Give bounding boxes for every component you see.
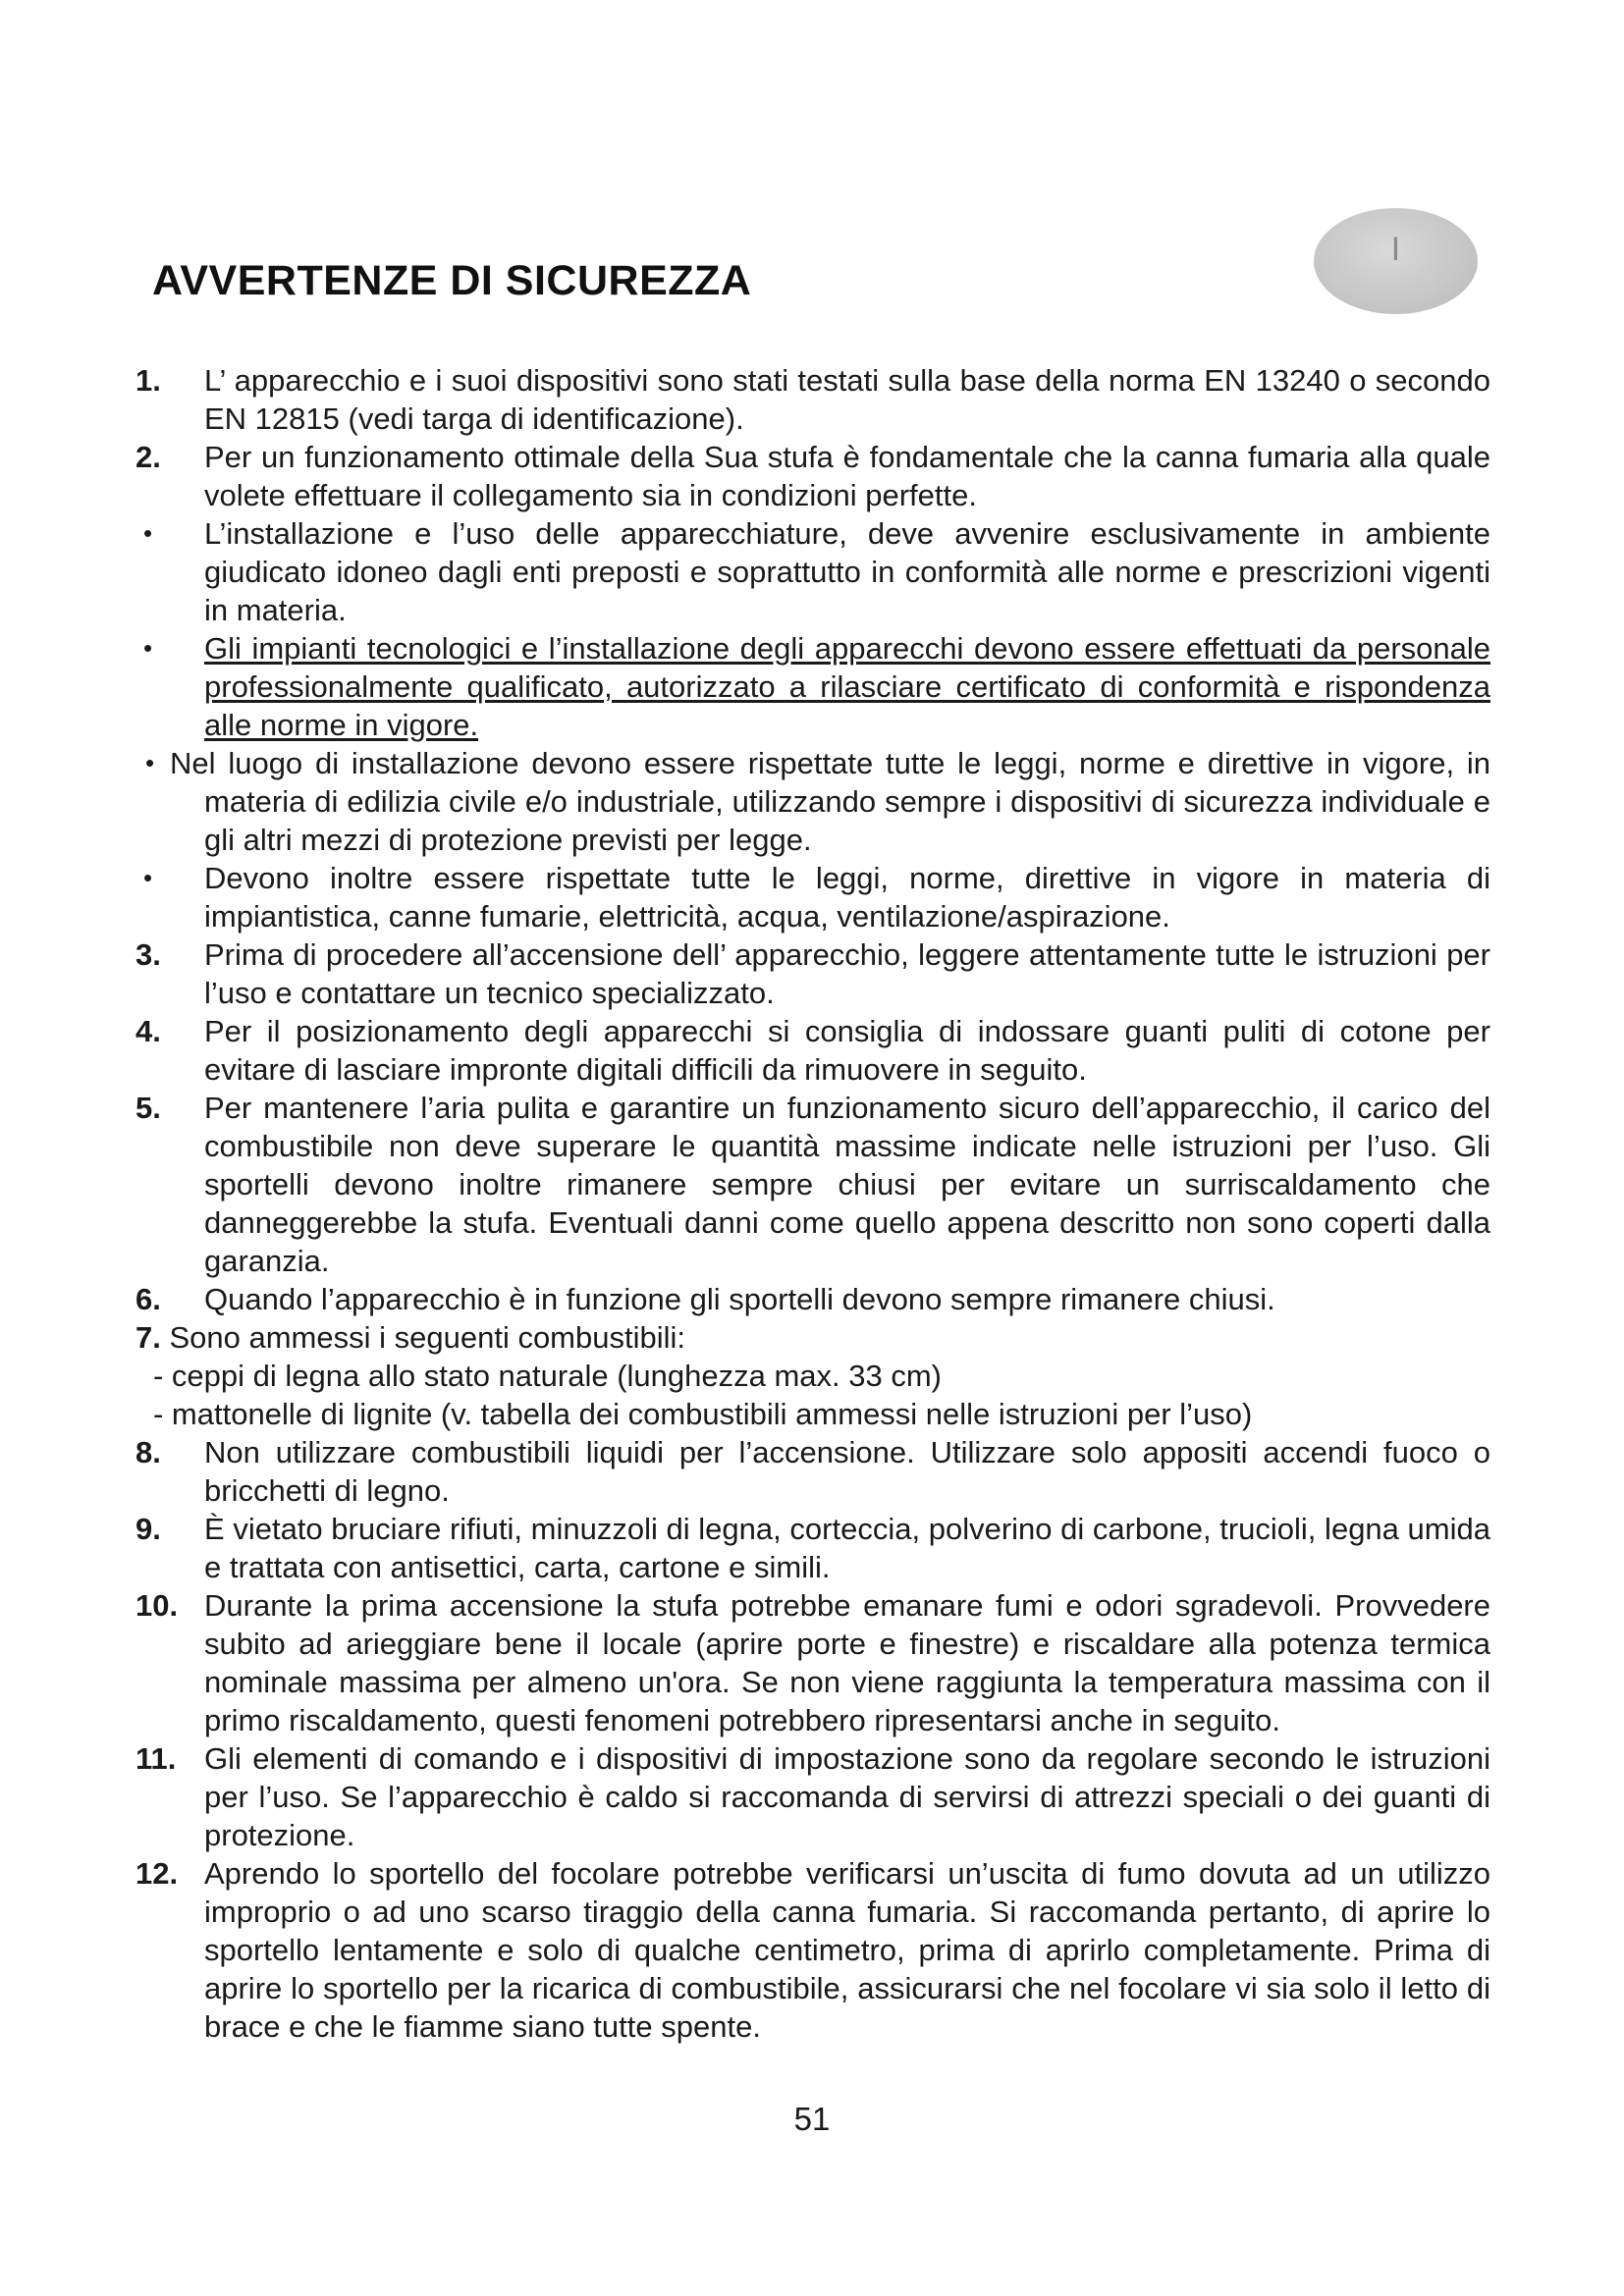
list-item-2 [135,438,1490,514]
list-item-6 [135,1280,1490,1318]
language-badge [1314,208,1478,314]
item-text: Non utilizzare combustibili liquidi per l’accensione. Utilizzare solo appositi accendi fuoco o bricchetti di legno. [204,1435,1490,1508]
list-item-4 [135,1012,1490,1089]
bullet-item-laws [135,744,1490,859]
item-text: Devono inoltre essere rispettate tutte le leggi, norme, direttive in vigore in materia di impiantistica, canne fumarie, elettricità, acqua, ventilazione/aspirazione. [204,861,1490,934]
bullet-marker: • [143,518,153,548]
item-text: Per il posizionamento degli apparecchi si consiglia di indossare guanti puliti di cotone per evitare di lasciare impronte digitali difficili da rimuovere in seguito. [204,1014,1490,1087]
list-item-9 [135,1510,1490,1586]
item-marker: 9. [135,1512,161,1546]
item-marker: 12. [135,1856,179,1891]
item-text: Gli elementi di comando e i dispositivi di impostazione sono da regolare secondo le istruzioni per l’uso. Se l’apparecchio è caldo si raccomanda di servirsi di attrezzi speciali o dei guanti di protezione. [204,1741,1490,1852]
bullet-item-qualified-personnel [135,629,1490,744]
list-item-11 [135,1739,1490,1854]
item-text: Prima di procedere all’accensione dell’ apparecchio, leggere attentamente tutte le istruzioni per l’uso e contattare un tecnico specializzato. [204,937,1490,1010]
item-marker: 4. [135,1014,161,1048]
bullet-marker: • [145,748,155,777]
list-item-3 [135,935,1490,1012]
bullet-marker: • [143,633,153,663]
list-item-1 [135,361,1490,438]
item-marker: 6. [135,1282,161,1316]
item-marker: 7. [135,1320,161,1355]
bullet-marker: • [143,863,153,892]
item-text: Nel luogo di installazione devono essere rispettate tutte le leggi, norme e direttive in vigore, in materia di edilizia civile e/o industriale, utilizzando sempre i dispositivi di sicurezza individuale e gli altri mezzi di protezione previsti per legge. [170,746,1490,857]
item-text: Quando l’apparecchio è in funzione gli sportelli devono sempre rimanere chiusi. [204,1282,1275,1316]
item-marker: 5. [135,1091,161,1125]
page-title: AVVERTENZE DI SICUREZZA [152,257,752,304]
item-text: L’installazione e l’uso delle apparecchiature, deve avvenire esclusivamente in ambiente giudicato idoneo dagli enti preposti e soprattutto in conformità alle norme e prescrizioni vigenti in materia. [204,516,1490,627]
item-text: Per mantenere l’aria pulita e garantire un funzionamento sicuro dell’apparecchio, il carico del combustibile non deve superare le quantità massime indicate nelle istruzioni per l’uso. Gli sportelli devono inoltre rimanere sempre chiusi per evitare un surriscaldamento che danneggerebbe la stufa. Eventuali danni come quello appena descritto non sono coperti dalla garanzia. [204,1091,1490,1278]
list-item-5 [135,1089,1490,1280]
item-marker: 11. [135,1741,177,1776]
item-marker: 10. [135,1588,179,1623]
item-marker: 1. [135,363,161,398]
item-marker: 8. [135,1435,161,1469]
fuel-item-wood: - ceppi di legna allo stato naturale (lunghezza max. 33 cm) [153,1359,942,1393]
list-item-8 [135,1433,1490,1510]
item-text: Aprendo lo sportello del focolare potrebbe verificarsi un’uscita di fumo dovuta ad un utilizzo improprio o ad uno scarso tiraggio della canna fumaria. Si raccomanda pertanto, di aprire lo sportello lentamente e solo di qualche centimetro, prima di aprirlo completamente. Prima di aprire lo sportello per la ricarica di combustibile, assicurarsi che nel focolare vi sia solo il letto di brace e che le fiamme siano tutte spente. [204,1856,1490,2044]
page-number: 51 [793,2101,831,2137]
fuel-item-lignite: - mattonelle di lignite (v. tabella dei combustibili ammessi nelle istruzioni per l’uso) [153,1397,1253,1431]
bullet-item-installation [135,514,1490,629]
item-text: Per un funzionamento ottimale della Sua stufa è fondamentale che la canna fumaria alla quale volete effettuare il collegamento sia in condizioni perfette. [204,440,1490,512]
item-marker: 3. [135,937,161,972]
item-text: È vietato bruciare rifiuti, minuzzoli di legna, corteccia, polverino di carbone, trucioli, legna umida e trattata con antisettici, carta, cartone e simili. [204,1512,1490,1584]
list-item-12 [135,1854,1490,2046]
language-badge-label: I [1390,230,1401,268]
item-marker: 2. [135,440,161,474]
item-text: Sono ammessi i seguenti combustibili: [169,1320,686,1355]
item-text: L’ apparecchio e i suoi dispositivi sono stati testati sulla base della norma EN 13240 o secondo EN 12815 (vedi targa di identificazione). [204,363,1490,436]
item-text-underlined: Gli impianti tecnologici e l’installazione degli apparecchi devono essere effettuati da personale professionalmente qualificato, autorizzato a rilasciare certificato di conformità e rispondenza alle norme in vigore. [204,631,1490,742]
list-item-10 [135,1586,1490,1739]
bullet-item-regulations [135,859,1490,935]
list-item-7 [135,1318,1490,1357]
item-text: Durante la prima accensione la stufa potrebbe emanare fumi e odori sgradevoli. Provvedere subito ad arieggiare bene il locale (aprire porte e finestre) e riscaldare alla potenza termica nominale massima per almeno un'ora. Se non viene raggiunta la temperatura massima con il primo riscaldamento, questi fenomeni potrebbero ripresentarsi anche in seguito. [204,1588,1490,1737]
safety-warnings-list [135,361,1490,2046]
